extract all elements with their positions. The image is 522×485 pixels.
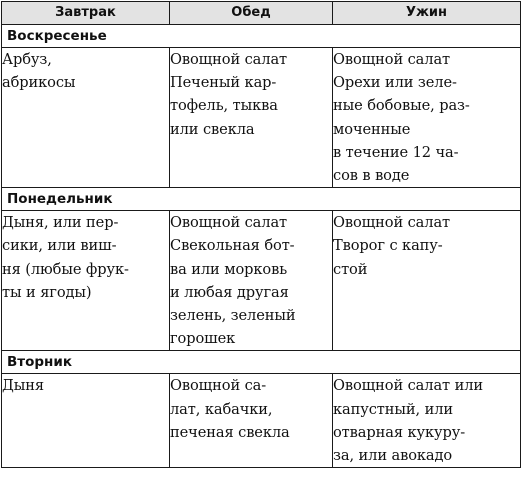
table-row <box>2 48 521 188</box>
table-row <box>2 211 521 351</box>
breakfast-cell: Дыня, или пер- сики, или виш- ня (любые фрук- ты и ягоды) <box>2 211 170 351</box>
day-label: Вторник <box>2 351 521 374</box>
day-label: Понедельник <box>2 188 521 211</box>
table-header-row <box>2 2 521 25</box>
dinner-cell: Овощной салат или капустный, или отварная кукуру- за, или авокадо <box>333 374 521 468</box>
day-label: Воскресенье <box>2 25 521 48</box>
dinner-cell: Овощной салат Творог с капу- стой <box>333 211 521 351</box>
day-row-sunday <box>2 25 521 48</box>
lunch-cell: Овощной са- лат, кабачки, печеная свекла <box>170 374 333 468</box>
day-row-monday <box>2 188 521 211</box>
lunch-cell: Овощной салат Свекольная бот- ва или морковь и любая другая зелень, зеленый горошек <box>170 211 333 351</box>
dinner-cell: Овощной салат Орехи или зеле- ные бобовые, раз- моченные в течение 12 ча- сов в воде <box>333 48 521 188</box>
header-dinner: Ужин <box>333 2 521 25</box>
table-row <box>2 374 521 468</box>
breakfast-cell: Арбуз, абрикосы <box>2 48 170 188</box>
header-lunch: Обед <box>170 2 333 25</box>
day-row-tuesday <box>2 351 521 374</box>
header-breakfast: Завтрак <box>2 2 170 25</box>
lunch-cell: Овощной салат Печеный кар- тофель, тыква или свекла <box>170 48 333 188</box>
meal-plan-table <box>1 1 521 468</box>
breakfast-cell: Дыня <box>2 374 170 468</box>
